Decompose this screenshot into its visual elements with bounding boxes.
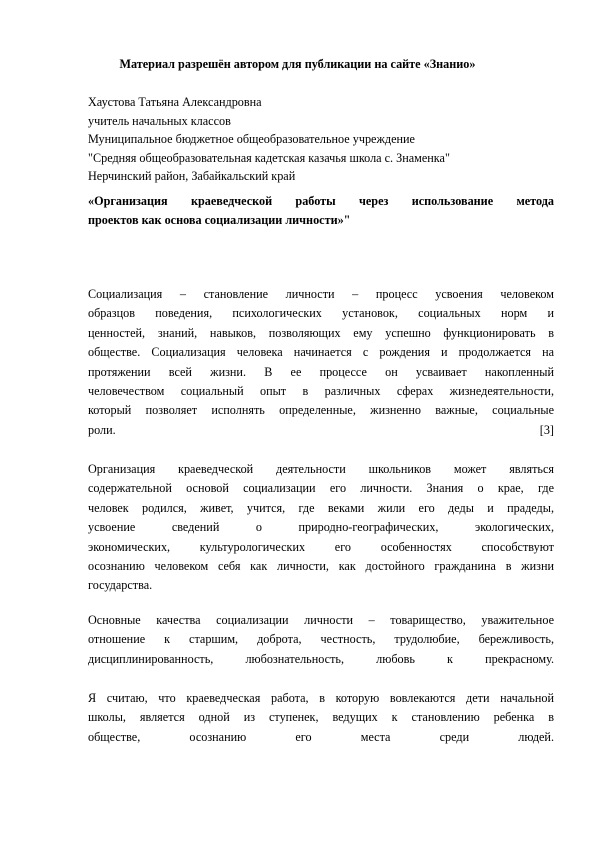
paragraph-opinion	[88, 689, 554, 747]
reference-citation: [3]	[539, 422, 554, 437]
paragraph-qualities	[88, 611, 554, 669]
paragraph-line: отношение к старшим, доброта, честность, трудолюбие, бережливость,	[88, 632, 554, 647]
paragraph-line: школы, является одной из ступенек, ведущих к становлению ребенка в	[88, 710, 554, 725]
article-title	[88, 192, 554, 229]
paragraph-line: Я считаю, что краеведческая работа, в которую вовлекаются дети начальной	[88, 691, 554, 705]
paragraph-line: который позволяет исполнять определенные, жизненно важные, социальные	[88, 403, 554, 418]
paragraph-line: Социализация – становление личности – процесс усвоения человеком	[88, 287, 554, 301]
paragraph-line: обществе. Социализация человека начинается с рождения и продолжается на	[88, 345, 554, 360]
author-school: "Средняя общеобразовательная кадетская казачья школа с. Знаменка"	[88, 150, 450, 165]
paragraph-line: протяжении всей жизни. В ее процессе он усваивает накопленный	[88, 364, 554, 379]
author-institution-type: Муниципальное бюджетное общеобразовательное учреждение	[88, 132, 415, 147]
paragraph-line: человечеством социальный опыт в различных сферах жизнедеятельности,	[88, 384, 554, 399]
author-region: Нерчинский район, Забайкальский край	[88, 169, 296, 184]
paragraph-line: осознанию человеком себя как личности, как достойного гражданина в жизни	[88, 559, 554, 574]
paragraph-line: роли.	[88, 422, 116, 437]
paragraph-line: экономических, культурологических его особенностях способствуют	[88, 539, 554, 554]
title-line: проектов как основа социализации личности»"	[88, 212, 351, 227]
paragraph-last-line	[88, 421, 554, 440]
paragraph-line: ценностей, знаний, навыков, позволяющих ему успешно функционировать в	[88, 325, 554, 340]
publication-notice: Материал разрешён автором для публикации на сайте «Знанио»	[119, 57, 476, 71]
author-name: Хаустова Татьяна Александровна	[88, 95, 262, 109]
author-info	[88, 93, 528, 186]
paragraph-line: дисциплинированность, любознательность, любовь к прекрасному.	[88, 651, 554, 666]
paragraph-line: государства.	[88, 578, 153, 593]
paragraph-socialization	[88, 285, 554, 440]
paragraph-line: усвоение сведений о природно-географических, экологических,	[88, 520, 554, 535]
paragraph-line: образцов поведения, психологических установок, социальных норм и	[88, 306, 554, 321]
paragraph-local-history	[88, 460, 554, 596]
paragraph-line: человек родился, живет, учится, где веками жили его деды и прадеды,	[88, 500, 554, 515]
paragraph-line: Основные качества социализации личности – товарищество, уважительное	[88, 613, 554, 627]
author-position: учитель начальных классов	[88, 113, 231, 128]
paragraph-line: Организация краеведческой деятельности школьников может являться	[88, 462, 554, 476]
paragraph-line: содержательной основой социализации его личности. Знания о крае, где	[88, 481, 554, 496]
title-line: «Организация краеведческой работы через использование метода	[88, 194, 554, 208]
paragraph-line: обществе, осознанию его места среди людей.	[88, 729, 554, 744]
